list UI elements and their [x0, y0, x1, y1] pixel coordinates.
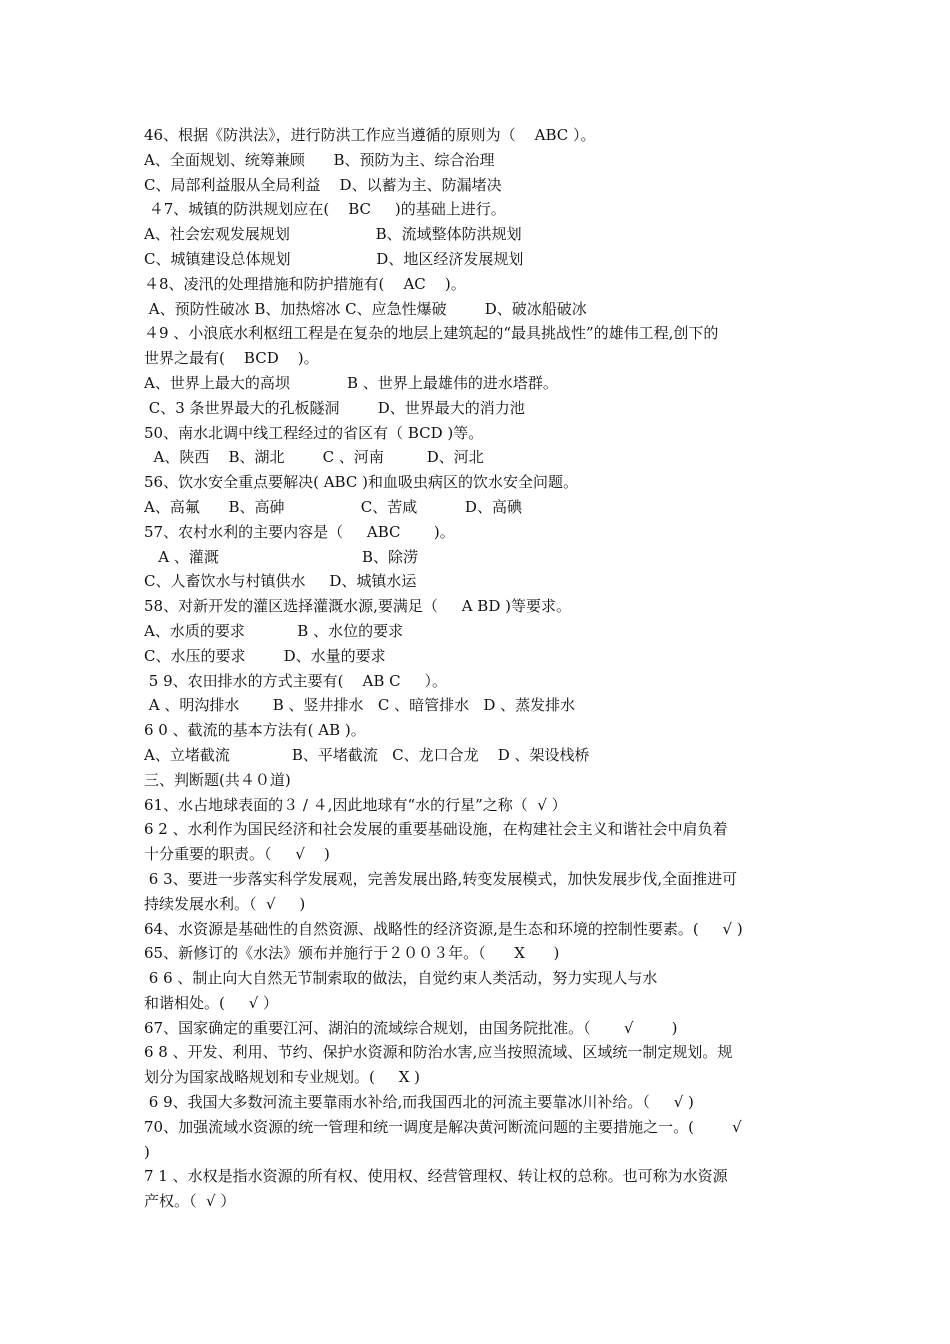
text-line: 6 6 、制止向大自然无节制索取的做法，自觉约束人类活动，努力实现人与水 [144, 969, 658, 988]
text-line: C、局部利益服从全局利益 D、以蓄为主、防漏堵决 [144, 175, 502, 194]
text-line: 5 9、农田排水的方式主要有( AB C ）。 [144, 671, 447, 690]
text-line: ) [144, 1142, 150, 1161]
text-line: 6 8 、开发、利用、节约、保护水资源和防治水害,应当按照流域、区域统一制定规划。规 [144, 1043, 733, 1062]
text-line: 十分重要的职责。（ √ ) [144, 845, 330, 864]
text-line: 46、根据《防洪法》，进行防洪工作应当遵循的原则为（ ABC ）。 [144, 126, 596, 144]
text-line: A、预防性破冰 B、加热熔冰 C、应急性爆破 D、破冰船破冰 [144, 299, 587, 318]
text-line: A 、灌溉 B、除涝 [144, 547, 418, 566]
text-line: 6 3、要进一步落实科学发展观，完善发展出路,转变发展模式，加快发展步伐,全面推进可 [144, 869, 738, 888]
text-line: 58、对新开发的灌区选择灌溉水源,要满足（ A BD )等要求。 [144, 597, 571, 616]
text-line: A、社会宏观发展规划 B、流域整体防洪规划 [144, 225, 522, 244]
text-line: ４8、凌汛的处理措施和防护措施有( AC )。 [144, 274, 466, 293]
text-line: 50、南水北调中线工程经过的省区有（ BCD )等。 [144, 423, 484, 442]
text-line: C、城镇建设总体规划 D、地区经济发展规划 [144, 249, 524, 268]
section-heading: 三、判断题(共４０道) [144, 770, 291, 789]
text-line: 56、饮水安全重点要解决( ABC )和血吸虫病区的饮水安全问题。 [144, 473, 578, 492]
text-line: 7 1 、水权是指水资源的所有权、使用权、经营管理权、转让权的总称。也可称为水资源 [144, 1167, 728, 1186]
text-line: 6 2 、水利作为国民经济和社会发展的重要基础设施，在构建社会主义和谐社会中肩负着 [144, 820, 728, 839]
text-line: 产权。（ √ ） [144, 1192, 236, 1211]
text-line: A 、明沟排水 B 、竖井排水 C 、暗管排水 D 、蒸发排水 [144, 696, 576, 715]
text-line: 65、新修订的《水法》颁布并施行于２００３年。（ X ) [144, 944, 560, 963]
text-line: A、陕西 B、湖北 C 、河南 D、河北 [144, 448, 484, 467]
text-line: A、世界上最大的高坝 B 、世界上最雄伟的进水塔群。 [144, 373, 558, 392]
text-line: 64、水资源是基础性的自然资源、战略性的经济资源,是生态和环境的控制性要素。( √ ) [144, 919, 743, 938]
text-line: 57、农村水利的主要内容是（ ABC )。 [144, 522, 455, 541]
text-line: C、水压的要求 D、水量的要求 [144, 646, 386, 665]
text-line: ４9 、小浪底水利枢纽工程是在复杂的地层上建筑起的“最具挑战性”的雄伟工程,创下的 [144, 324, 719, 343]
text-line: 世界之最有( BCD )。 [144, 349, 319, 368]
text-line: 和谐相处。( √ ） [144, 993, 279, 1012]
text-line: ４7、城镇的防洪规划应在( BC )的基础上进行。 [144, 200, 506, 219]
text-line: 6 0 、截流的基本方法有( AB )。 [144, 721, 366, 740]
document-body [144, 123, 814, 1214]
text-line: 持续发展水利。（ √ ) [144, 894, 306, 913]
text-line: 61、水占地球表面的３ / ４,因此地球有“水的行星”之称（ √ ） [144, 795, 567, 814]
text-line: 划分为国家战略规划和专业规划。( X ) [144, 1068, 420, 1087]
text-line: A、立堵截流 B、平堵截流 C、龙口合龙 D 、架设栈桥 [144, 745, 590, 764]
text-line: C、人畜饮水与村镇供水 D、城镇水运 [144, 572, 417, 591]
text-line: 6 9、我国大多数河流主要靠雨水补给,而我国西北的河流主要靠冰川补给。（ √ ) [144, 1093, 694, 1112]
text-line: A、高氟 B、高砷 C、苦咸 D、高碘 [144, 497, 522, 516]
text-line: 67、国家确定的重要江河、湖泊的流域综合规划，由国务院批准。（ √ ) [144, 1018, 678, 1037]
text-line: A、水质的要求 B 、水位的要求 [144, 621, 404, 640]
text-line: 70、加强流域水资源的统一管理和统一调度是解决黄河断流问题的主要措施之一。( √ [144, 1117, 742, 1136]
text-line: A、全面规划、统筹兼顾 B、预防为主、综合治理 [144, 150, 495, 169]
text-line: C、3 条世界最大的孔板隧洞 D、世界最大的消力池 [144, 398, 525, 417]
